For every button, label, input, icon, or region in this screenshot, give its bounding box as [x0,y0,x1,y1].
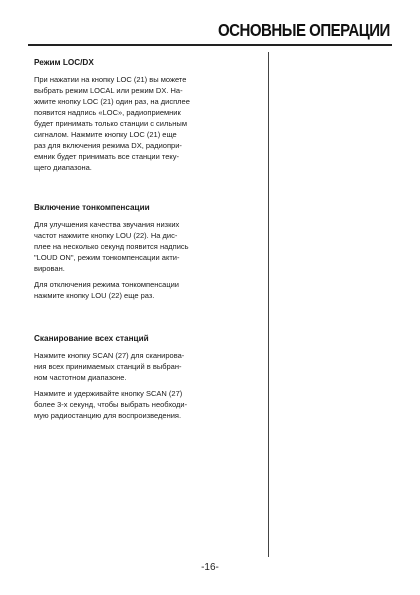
section-title: Сканирование всех станций [34,334,149,343]
page-header-title: ОСНОВНЫЕ ОПЕРАЦИИ [218,20,390,40]
paragraph: Для отключения режима тонкомпенсации нажмите кнопку LOU (22) еще раз. [34,280,180,300]
paragraph: Нажмите и удерживайте кнопку SCAN (27) более 3-х секунд, чтобы выбрать необходи- мую радиостанцию для воспроизведения. [34,389,188,420]
section-title: Включение тонкомпенсации [34,203,150,212]
paragraph: Для улучшения качества звучания низких частот нажмите кнопку LOU (22). На дис- плее на несколько секунд появится надпись "LOUD ON", режим тонкомпенсации акти- вирован. [34,220,189,273]
paragraph: Нажмите кнопку SCAN (27) для сканирова- ния всех принимаемых станций в выбран- ном частотном диапазоне. [34,351,185,382]
section-loc-dx [34,58,260,173]
section-scan [34,334,260,421]
page-number: -16- [201,562,219,573]
paragraph: При нажатии на кнопку LOC (21) вы можете выбрать режим LOCAL или режим DX. На- жмите кнопку LOC (21) один раз, на дисплее появится надпись «LOC», радиоприемник будет принимать только станции с сильным сигналом. Нажмите кнопку LOC (21) еще раз для включения режима DX, радиопри- емник будет принимать все станции теку- щего диапазона. [34,75,190,172]
column-divider [268,52,269,557]
section-loudness [34,203,260,301]
text-column [34,52,260,426]
section-title: Режим LOC/DX [34,58,94,67]
header-divider [28,44,392,46]
